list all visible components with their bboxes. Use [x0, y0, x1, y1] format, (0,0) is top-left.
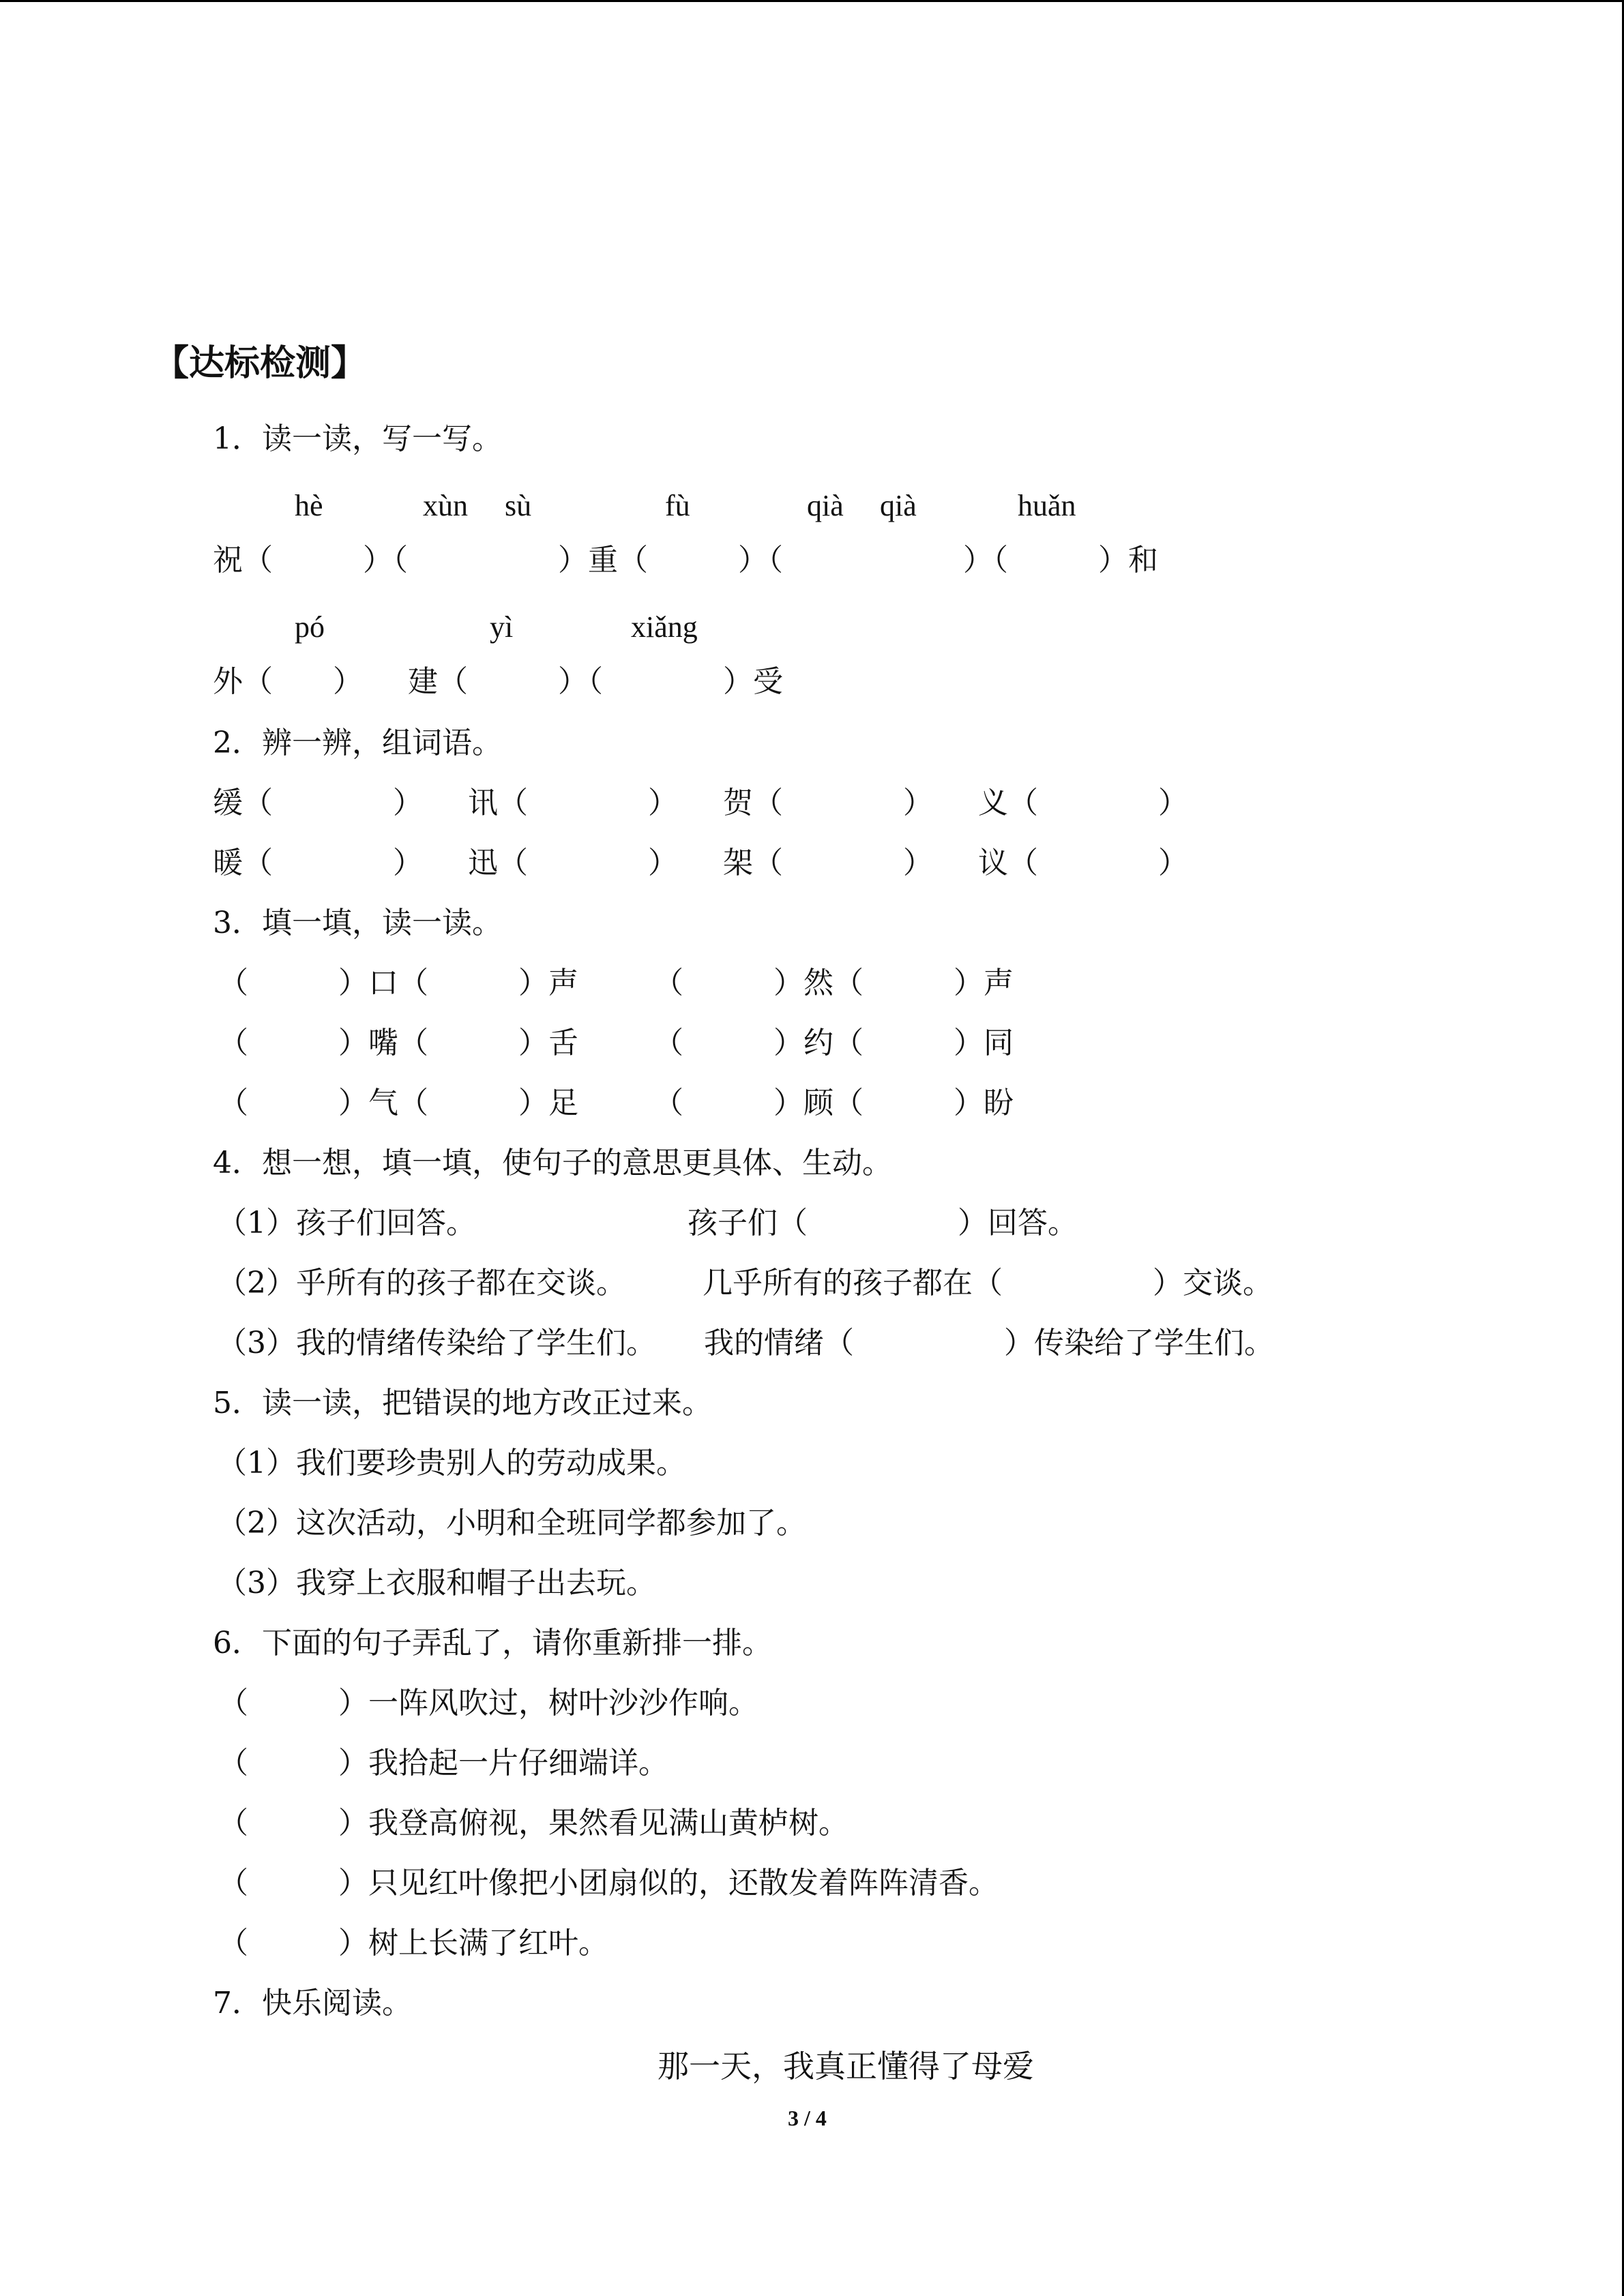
q6-row: （ ）我拾起一片仔细端详。 — [218, 1746, 668, 1780]
q1-title: 1．读一读，写一写。 — [213, 421, 502, 456]
q4-rewrite: 孩子们（ ）回答。 — [688, 1206, 1078, 1240]
q1-row1: 祝（ ）（ ）重（ ）（ ）（ ）和 — [213, 543, 1158, 578]
q4-rewrite: 我的情绪（ ）传染给了学生们。 — [704, 1326, 1274, 1360]
q1-row2: 外（ ） 建（ ）（ ）受 — [213, 664, 783, 699]
q6-row: （ ）只见红叶像把小团扇似的，还散发着阵阵清香。 — [218, 1866, 999, 1900]
q3-row: （ ）气（ ）足 （ ）顾（ ）盼 — [218, 1086, 1014, 1120]
pinyin: hè — [295, 489, 323, 522]
q4-original: （1）孩子们回答。 — [217, 1206, 476, 1240]
passage-title: 那一天，我真正懂得了母爱 — [658, 2048, 1034, 2085]
q2-row2: 暖（ ） 迅（ ） 架（ ） 议（ ） — [213, 846, 1188, 880]
pinyin: qià — [880, 489, 917, 522]
pinyin: yì — [490, 610, 514, 644]
q2-row1: 缓（ ） 讯（ ） 贺（ ） 义（ ） — [213, 786, 1188, 820]
q3-title: 3．填一填，读一读。 — [213, 906, 502, 940]
q6-title: 6．下面的句子弄乱了，请你重新排一排。 — [213, 1626, 772, 1660]
q6-row: （ ）我登高俯视，果然看见满山黄栌树。 — [218, 1806, 848, 1840]
pinyin: xùn — [423, 489, 468, 522]
q5-row: （3）我穿上衣服和帽子出去玩。 — [217, 1566, 656, 1600]
pinyin: fù — [665, 489, 690, 522]
q5-row: （2）这次活动，小明和全班同学都参加了。 — [217, 1506, 806, 1540]
page-number: 3 / 4 — [788, 2106, 827, 2130]
q4-original: （3）我的情绪传染给了学生们。 — [217, 1326, 656, 1360]
q2-title: 2．辨一辨，组词语。 — [213, 726, 502, 760]
q4-original: （2）乎所有的孩子都在交谈。 — [217, 1266, 626, 1300]
q5-row: （1）我们要珍贵别人的劳动成果。 — [217, 1446, 686, 1480]
q4-rewrite: 几乎所有的孩子都在（ ）交谈。 — [703, 1266, 1273, 1300]
q5-title: 5．读一读，把错误的地方改正过来。 — [213, 1386, 712, 1420]
section-heading: 【达标检测】 — [153, 343, 367, 384]
pinyin: sù — [505, 489, 532, 522]
q3-row: （ ）口（ ）声 （ ）然（ ）声 — [218, 966, 1014, 1000]
pinyin: pó — [295, 610, 325, 644]
pinyin: qià — [807, 489, 844, 522]
q3-row: （ ）嘴（ ）舌 （ ）约（ ）同 — [218, 1026, 1014, 1060]
q6-row: （ ）树上长满了红叶。 — [218, 1926, 608, 1960]
q4-title: 4．想一想，填一填，使句子的意思更具体、生动。 — [213, 1146, 892, 1180]
pinyin: xiǎng — [631, 610, 698, 644]
pinyin: huǎn — [1018, 489, 1076, 522]
q6-row: （ ）一阵风吹过，树叶沙沙作响。 — [218, 1686, 758, 1720]
q7-title: 7．快乐阅读。 — [213, 1986, 412, 2021]
